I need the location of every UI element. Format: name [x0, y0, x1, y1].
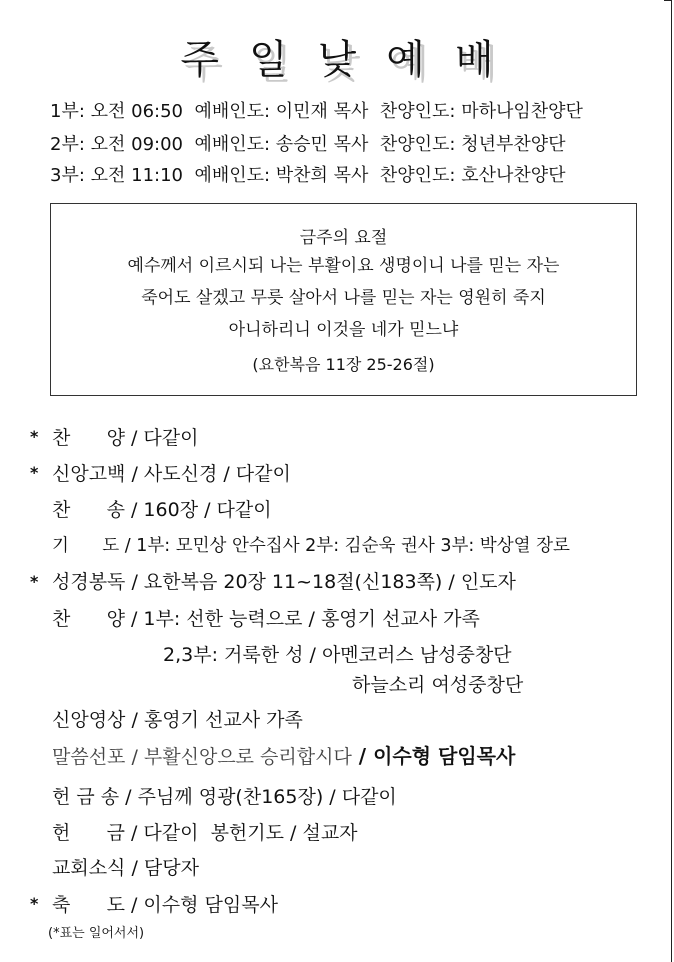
verse-reference: (요한복음 11장 25-26절) — [252, 355, 435, 374]
order-offering-hymn: 헌 금 송 / 주님께 영광(찬165장) / 다같이 — [52, 786, 397, 808]
verse-line-1: 예수께서 이르시되 나는 부활이요 생명이니 나를 믿는 자는 — [127, 256, 560, 276]
order-hymn: 찬 송 / 160장 / 다같이 — [52, 499, 272, 521]
service-schedule-3: 3부: 오전 11:10 예배인도: 박찬희 목사 찬양인도: 호산나찬양단 — [50, 165, 566, 186]
stand-note: (*표는 일어서서) — [48, 926, 145, 941]
order-offering: 헌 금 / 다같이 봉헌기도 / 설교자 — [52, 822, 358, 844]
weekly-verse-box — [50, 203, 637, 396]
order-announcements: 교회소식 / 담당자 — [52, 857, 199, 879]
verse-line-2: 죽어도 살겠고 무릇 살아서 나를 믿는 자는 영원히 죽지 — [141, 288, 546, 308]
stand-marker: * — [30, 463, 39, 482]
order-special-praise-3: 하늘소리 여성중창단 — [352, 674, 524, 696]
stand-marker: * — [30, 572, 39, 591]
order-sermon — [52, 740, 515, 769]
order-scripture: 성경봉독 / 요한복음 20장 11~18절(신183쪽) / 인도자 — [52, 571, 516, 593]
page-title: 주일낮예배 — [180, 37, 524, 83]
page-border-tick — [664, 0, 672, 1]
service-schedule-2: 2부: 오전 09:00 예배인도: 송승민 목사 찬양인도: 청년부찬양단 — [50, 134, 566, 155]
stand-marker: * — [30, 894, 39, 913]
sermon-preacher: / 이수형 담임목사 — [351, 744, 516, 768]
order-benediction: 축 도 / 이수형 담임목사 — [52, 894, 278, 916]
order-praise: 찬 양 / 다같이 — [52, 427, 199, 449]
order-special-praise-2: 2,3부: 거룩한 성 / 아멘코러스 남성중창단 — [163, 644, 512, 666]
order-video: 신앙영상 / 홍영기 선교사 가족 — [52, 709, 303, 731]
order-creed: 신앙고백 / 사도신경 / 다같이 — [52, 463, 291, 485]
order-special-praise: 찬 양 / 1부: 선한 능력으로 / 홍영기 선교사 가족 — [52, 608, 480, 630]
order-prayer: 기 도 / 1부: 모민상 안수집사 2부: 김순욱 권사 3부: 박상열 장로 — [52, 536, 570, 556]
page-border-line — [671, 0, 672, 962]
sermon-title: 말씀선포 / 부활신앙으로 승리합시다 — [52, 746, 352, 768]
stand-marker: * — [30, 427, 39, 446]
verse-line-3: 아니하리니 이것을 네가 믿느냐 — [228, 320, 459, 340]
service-schedule-1: 1부: 오전 06:50 예배인도: 이민재 목사 찬양인도: 마하나임찬양단 — [50, 101, 583, 122]
verse-heading: 금주의 요절 — [299, 228, 388, 248]
